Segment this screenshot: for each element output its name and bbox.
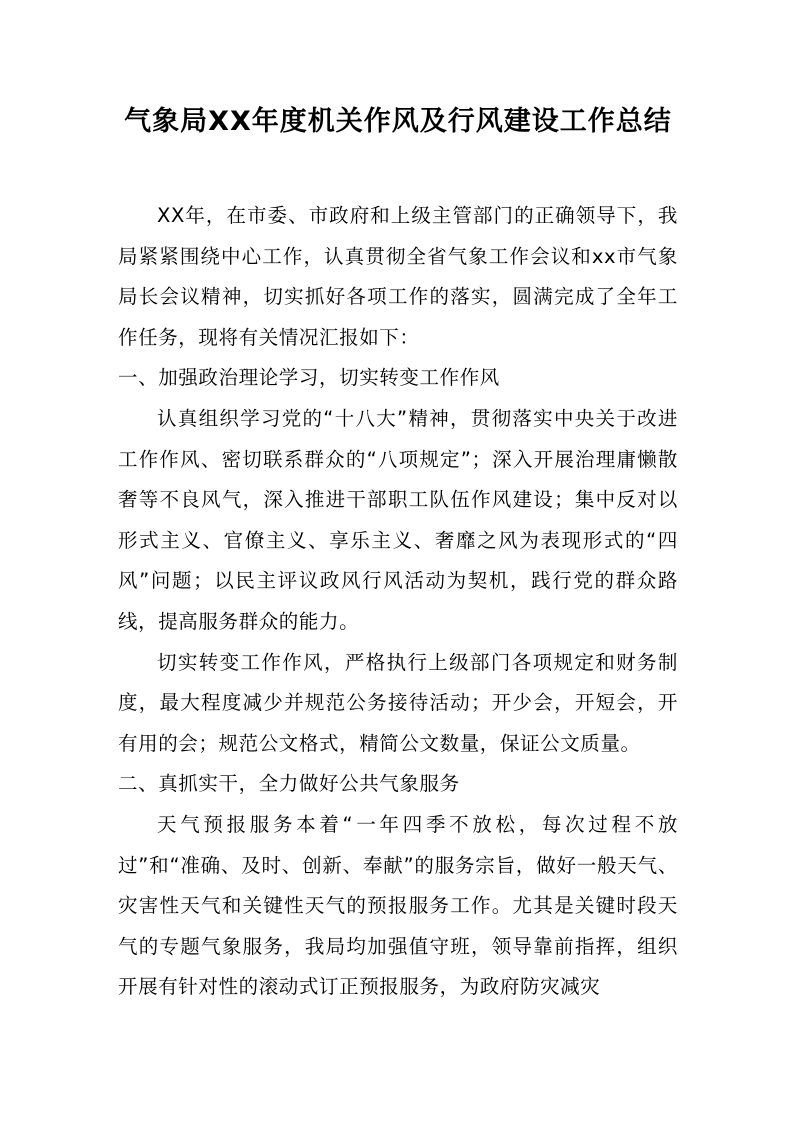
document-body: [118, 196, 678, 1008]
section-1-paragraph-1: 认真组织学习党的“十八大”精神，贯彻落实中央关于改进工作作风、密切联系群众的“八项规定”；深入开展治理庸懒散奢等不良风气，深入推进干部职工队伍作风建设；集中反对以形式主义、官僚主义、享乐主义、奢靡之风为表现形式的“四风”问题；以民主评议政风行风活动为契机，践行党的群众路线，提高服务群众的能力。: [118, 406, 678, 633]
section-2-paragraph-1: 天气预报服务本着“一年四季不放松，每次过程不放过”和“准确、及时、创新、奉献”的服务宗旨，做好一般天气、灾害性天气和关键性天气的预报服务工作。尤其是关键时段天气的专题气象服务，我局均加强值守班，领导靠前指挥，组织开展有针对性的滚动式订正预报服务，为政府防灾减灾: [118, 812, 678, 999]
section-1-paragraph-2: 切实转变工作作风，严格执行上级部门各项规定和财务制度，最大程度减少并规范公务接待活动；开少会，开短会，开有用的会；规范公文格式，精简公文数量，保证公文质量。: [118, 650, 678, 755]
intro-paragraph: XX年，在市委、市政府和上级主管部门的正确领导下，我局紧紧围绕中心工作，认真贯彻全省气象工作会议和xx市气象局长会议精神，切实抓好各项工作的落实，圆满完成了全年工作任务，现将有关情况汇报如下：: [118, 204, 678, 349]
section-heading-2: 二、真抓实干，全力做好公共气象服务: [118, 772, 460, 796]
document-title: 气象局XX年度机关作风及行风建设工作总结: [124, 106, 672, 137]
section-heading-1: 一、加强政治理论学习，切实转变工作作风: [118, 366, 500, 390]
